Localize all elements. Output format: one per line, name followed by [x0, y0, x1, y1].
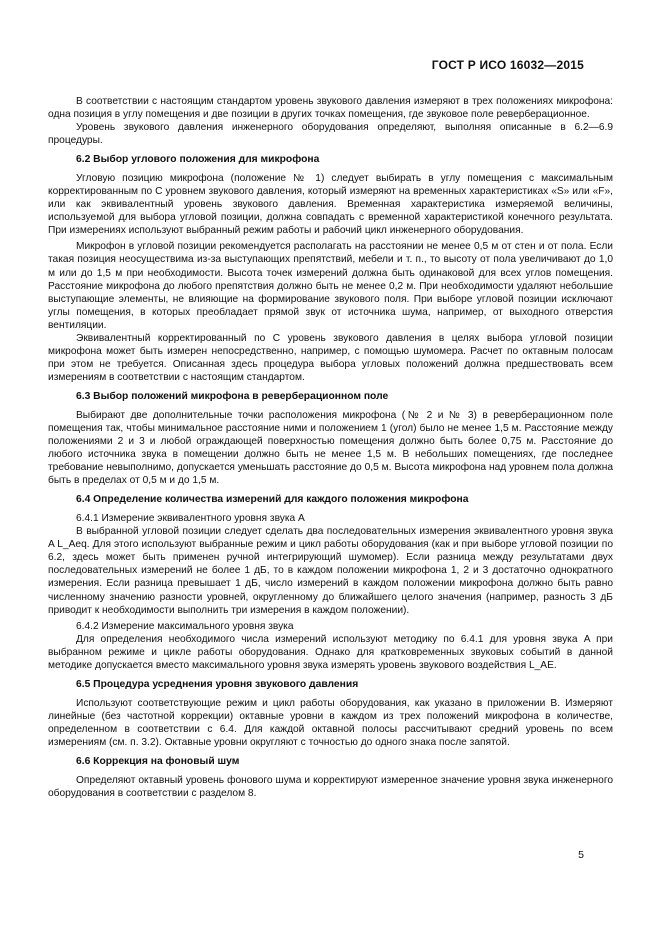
- section-6-4-1-paragraph: В выбранной угловой позиции следует сделать два последовательных измерения эквивалентного уровня звука A L_Aeq. Для этого используют выбранные режим и цикл работы оборудования (как и при выборе угловой позиции по 6.2, здесь может быть применен ручной интегрирующий шумомер). Если разница между результатами двух последовательных измерений не более 1 дБ, то в каждом положении микрофона 1, 2 и 3 достаточно однократного измерения. Если разница превышает 1 дБ, число измерений в каждом положении микрофона должно быть равно численному значению разности уровней, округленному до ближайшего целого значения (например, разность 3 дБ приводит к необходимости выполнить три измерения в каждом положении).: [48, 526, 613, 616]
- section-6-2-heading: 6.2 Выбор углового положения для микрофона: [76, 154, 320, 166]
- section-6-4-heading: 6.4 Определение количества измерений для каждого положения микрофона: [76, 494, 469, 506]
- document-header: ГОСТ Р ИСО 16032—2015: [431, 58, 584, 72]
- section-6-2-paragraph-3: Эквивалентный корректированный по C уровень звукового давления в целях выбора угловой позиции микрофона может быть измерен непосредственно, например, с помощью шумомера. Расчет по октавным полосам при этом не требуется. Описанная здесь процедура выбора угловых положений должна предшествовать всем измерениям в соответствии с настоящим стандартом.: [48, 332, 613, 383]
- section-6-6-paragraph: Определяют октавный уровень фонового шума и корректируют измеренное значение уровня звука инженерного оборудования в соответствии с разделом 8.: [48, 774, 613, 800]
- section-6-4-2-paragraph: Для определения необходимого числа измерений используют методику по 6.4.1 для уровня звука A при выбранном режиме и цикле работы оборудования. Однако для кратковременных звуковых событий в данной методике допускается вместо максимального уровня звука измерять уровень звукового воздействия L_AE.: [48, 633, 613, 671]
- section-6-6-heading: 6.6 Коррекция на фоновый шум: [76, 755, 240, 767]
- document-body: [48, 95, 613, 800]
- section-6-4-1-subheading: 6.4.1 Измерение эквивалентного уровня звука A: [76, 513, 305, 525]
- section-6-2-paragraph-2: Микрофон в угловой позиции рекомендуется располагать на расстоянии не менее 0,5 м от стен и от пола. Если такая позиция неосуществима из-за выступающих препятствий, мебели и т. п., то высоту от пола увеличивают до 1,0 м или до 1,5 м при необходимости. Высота точек измерений должна быть одинаковой для всех углов помещения. Расстояние микрофона до любого препятствия должно быть не менее 0,2 м. При необходимости удаляют небольшие выступающие элементы, не влияющие на формирование звукового поля. При выборе угловой позиции исключают углы помещения, в которых преобладает прямой звук от источника шума, например, от выходного отверстия вентиляции.: [48, 241, 613, 331]
- section-6-2-paragraph-1: Угловую позицию микрофона (положение № 1) следует выбирать в углу помещения с максимальным корректированным по C уровнем звукового давления, который измеряют на временных характеристиках «S» или «F», или как эквивалентный уровень звукового давления. Временная характеристика измеряемой величины, используемой для выбора угловой позиции, должна совпадать с временной характеристикой конечного результата. При измерениях используют выбранный режим работы и рабочий цикл инженерного оборудования.: [48, 173, 613, 237]
- intro-paragraph-2: Уровень звукового давления инженерного оборудования определяют, выполняя описанные в 6.2—6.9 процедуры.: [48, 122, 613, 147]
- page-number: 5: [578, 849, 584, 861]
- section-6-3-heading: 6.3 Выбор положений микрофона в реверберационном поле: [76, 390, 389, 402]
- section-6-3-paragraph-1: Выбирают две дополнительные точки расположения микрофона (№ 2 и № 3) в реверберационном поле помещения так, чтобы минимальное расстояние ними и положением 1 (угол) было не менее 1,5 м. Расстояние между положениями 2 и 3 и любой ограждающей поверхностью помещения должно быть более 0,75 м. Расстояние до любого источника звука в помещении должно быть не менее 1,5 м. В небольших помещениях, где последнее требование невыполнимо, допускается уменьшать расстояние до 0,5 м. Высота микрофона над уровнем пола должна быть в пределах от 0,5 м и до 1,5 м.: [48, 409, 613, 487]
- section-6-4-2-subheading: 6.4.2 Измерение максимального уровня звука: [76, 620, 294, 632]
- section-6-5-heading: 6.5 Процедура усреднения уровня звукового давления: [76, 678, 359, 690]
- intro-paragraph-1: В соответствии с настоящим стандартом уровень звукового давления измеряют в трех положениях микрофона: одна позиция в углу помещения и две позиции в других точках помещения, где звуковое поле реверберационное.: [48, 96, 613, 121]
- section-6-5-paragraph: Используют соответствующие режим и цикл работы оборудования, как указано в приложении В. Измеряют линейные (без частотной коррекции) октавные уровни в каждом из трех положений микрофона в количестве, определенном в соответствии с 6.4. Для каждой октавной полосы рассчитывают средний уровень по всем измерениям (см. п. 3.2). Октавные уровни округляют с точностью до одного знака после запятой.: [48, 697, 613, 748]
